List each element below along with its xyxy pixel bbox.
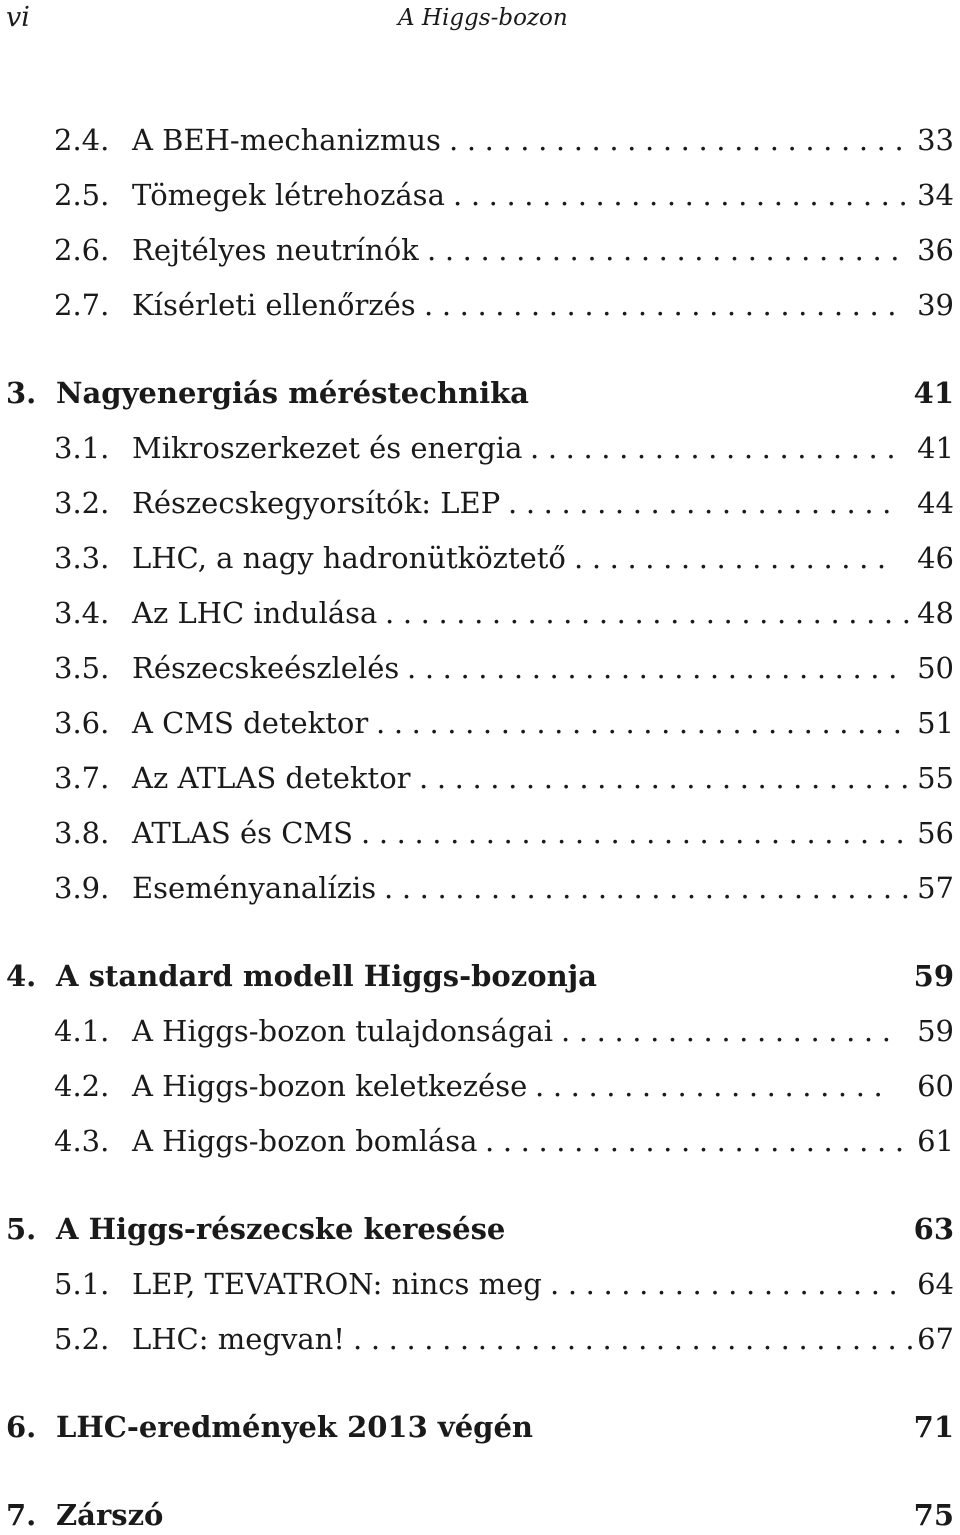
- toc-chapter-row: [0, 373, 960, 413]
- toc-entry-number: 4.2.: [54, 1069, 110, 1103]
- toc-entry-number: 3.1.: [54, 431, 110, 465]
- toc-section-row: [0, 483, 960, 523]
- toc-section-row: [0, 175, 960, 215]
- toc-entry-page: 39: [917, 288, 954, 322]
- page-number: vi: [6, 2, 30, 33]
- toc-section-row: [0, 868, 960, 908]
- toc-entry-page: 46: [917, 541, 954, 575]
- toc-entry-title: ATLAS és CMS: [132, 816, 353, 850]
- toc-section-row: [0, 1121, 960, 1161]
- toc-entry-page: 63: [913, 1212, 954, 1246]
- dot-leader: ............................: [407, 651, 906, 685]
- toc-entry-number: 2.5.: [54, 178, 110, 212]
- toc-entry-page: 33: [917, 123, 954, 157]
- toc-section-row: [0, 1319, 960, 1359]
- dot-leader: ..............................: [384, 871, 919, 905]
- toc-entry-title: Az LHC indulása: [132, 596, 378, 630]
- dot-leader: ....................: [535, 1069, 892, 1103]
- toc-entry-title: LEP, TEVATRON: nincs meg: [132, 1267, 542, 1301]
- dot-leader: ........................: [485, 1124, 913, 1158]
- running-title: A Higgs-bozon: [398, 5, 568, 31]
- page-header: [0, 0, 960, 40]
- toc-entry-title: Részecskegyorsítók: LEP: [132, 486, 501, 520]
- toc-entry-number: 3.: [6, 376, 37, 410]
- toc-entry-page: 41: [913, 376, 954, 410]
- toc-entry-page: 55: [917, 761, 954, 795]
- dot-leader: .....................: [530, 431, 905, 465]
- toc-entry-number: 5.: [6, 1212, 37, 1246]
- toc-entry-number: 3.7.: [54, 761, 110, 795]
- dot-leader: ...........................: [424, 288, 906, 322]
- dot-leader: ...........................: [427, 233, 909, 267]
- toc-entry-title: Nagyenergiás méréstechnika: [56, 376, 529, 410]
- toc-entry-title: Tömegek létrehozása: [132, 178, 445, 212]
- dot-leader: ..........................: [449, 123, 913, 157]
- toc-entry-page: 44: [917, 486, 954, 520]
- toc-section-row: [0, 230, 960, 270]
- toc-section-row: [0, 120, 960, 160]
- toc-entry-number: 5.2.: [54, 1322, 110, 1356]
- toc-entry-page: 71: [913, 1410, 954, 1444]
- toc-entry-number: 2.6.: [54, 233, 110, 267]
- toc-entry-page: 50: [917, 651, 954, 685]
- toc-entry-number: 2.4.: [54, 123, 110, 157]
- toc-entry-title: A standard modell Higgs-bozonja: [56, 959, 597, 993]
- toc-chapter-row: [0, 1209, 960, 1249]
- toc-entry-number: 3.9.: [54, 871, 110, 905]
- toc-entry-page: 59: [917, 1014, 954, 1048]
- dot-leader: ................................: [353, 1322, 924, 1356]
- toc-entry-number: 3.3.: [54, 541, 110, 575]
- toc-entry-title: Mikroszerkezet és energia: [132, 431, 523, 465]
- toc-entry-number: 3.5.: [54, 651, 110, 685]
- toc-entry-number: 3.2.: [54, 486, 110, 520]
- toc-entry-page: 57: [917, 871, 954, 905]
- toc-entry-title: LHC, a nagy hadronütköztető: [132, 541, 566, 575]
- toc-section-row: [0, 593, 960, 633]
- toc-entry-number: 6.: [6, 1410, 37, 1444]
- toc-entry-title: LHC-eredmények 2013 végén: [56, 1410, 533, 1444]
- toc-entry-number: 4.3.: [54, 1124, 110, 1158]
- toc-entry-title: LHC: megvan!: [132, 1322, 345, 1356]
- toc-entry-title: A Higgs-bozon keletkezése: [132, 1069, 528, 1103]
- toc-section-row: [0, 648, 960, 688]
- toc-entry-title: Rejtélyes neutrínók: [132, 233, 419, 267]
- toc-entry-number: 3.8.: [54, 816, 110, 850]
- toc-entry-page: 59: [913, 959, 954, 993]
- toc-entry-title: A CMS detektor: [132, 706, 369, 740]
- toc-section-row: [0, 703, 960, 743]
- dot-leader: ...............................: [361, 816, 914, 850]
- dot-leader: ....................: [550, 1267, 907, 1301]
- dot-leader: ..............................: [376, 706, 911, 740]
- toc-section-row: [0, 813, 960, 853]
- toc-entry-page: 51: [917, 706, 954, 740]
- toc-entry-title: A Higgs-bozon tulajdonságai: [132, 1014, 554, 1048]
- toc-section-row: [0, 1066, 960, 1106]
- dot-leader: ..................: [574, 541, 895, 575]
- toc-entry-page: 36: [917, 233, 954, 267]
- toc-entry-number: 4.1.: [54, 1014, 110, 1048]
- toc-entry-page: 60: [917, 1069, 954, 1103]
- toc-chapter-row: [0, 1407, 960, 1447]
- toc-entry-title: A BEH-mechanizmus: [132, 123, 441, 157]
- toc-entry-number: 7.: [6, 1498, 37, 1532]
- toc-entry-number: 4.: [6, 959, 37, 993]
- toc-entry-title: Eseményanalízis: [132, 871, 377, 905]
- toc-entry-page: 41: [917, 431, 954, 465]
- dot-leader: ............................: [419, 761, 918, 795]
- toc-chapter-row: [0, 1495, 960, 1535]
- dot-leader: ......................: [508, 486, 901, 520]
- toc-entry-number: 5.1.: [54, 1267, 110, 1301]
- toc-section-row: [0, 1011, 960, 1051]
- toc-entry-title: Részecskeészlelés: [132, 651, 400, 685]
- toc-entry-page: 48: [917, 596, 954, 630]
- toc-entry-title: Az ATLAS detektor: [132, 761, 411, 795]
- toc-section-row: [0, 538, 960, 578]
- toc-entry-page: 61: [917, 1124, 954, 1158]
- toc-entry-page: 67: [917, 1322, 954, 1356]
- toc-entry-page: 75: [913, 1498, 954, 1532]
- toc-entry-page: 56: [917, 816, 954, 850]
- dot-leader: ..........................: [453, 178, 917, 212]
- toc-entry-title: A Higgs-bozon bomlása: [132, 1124, 478, 1158]
- toc-entry-page: 64: [917, 1267, 954, 1301]
- toc-entry-page: 34: [917, 178, 954, 212]
- dot-leader: ..............................: [385, 596, 920, 630]
- toc-entry-title: A Higgs-részecske keresése: [56, 1212, 506, 1246]
- dot-leader: ...................: [561, 1014, 900, 1048]
- toc-section-row: [0, 428, 960, 468]
- toc-section-row: [0, 285, 960, 325]
- toc-entry-title: Kísérleti ellenőrzés: [132, 288, 416, 322]
- toc-entry-title: Zárszó: [56, 1498, 164, 1532]
- toc-section-row: [0, 758, 960, 798]
- toc-chapter-row: [0, 956, 960, 996]
- toc-entry-number: 3.4.: [54, 596, 110, 630]
- toc-entry-number: 2.7.: [54, 288, 110, 322]
- toc-section-row: [0, 1264, 960, 1304]
- toc-entry-number: 3.6.: [54, 706, 110, 740]
